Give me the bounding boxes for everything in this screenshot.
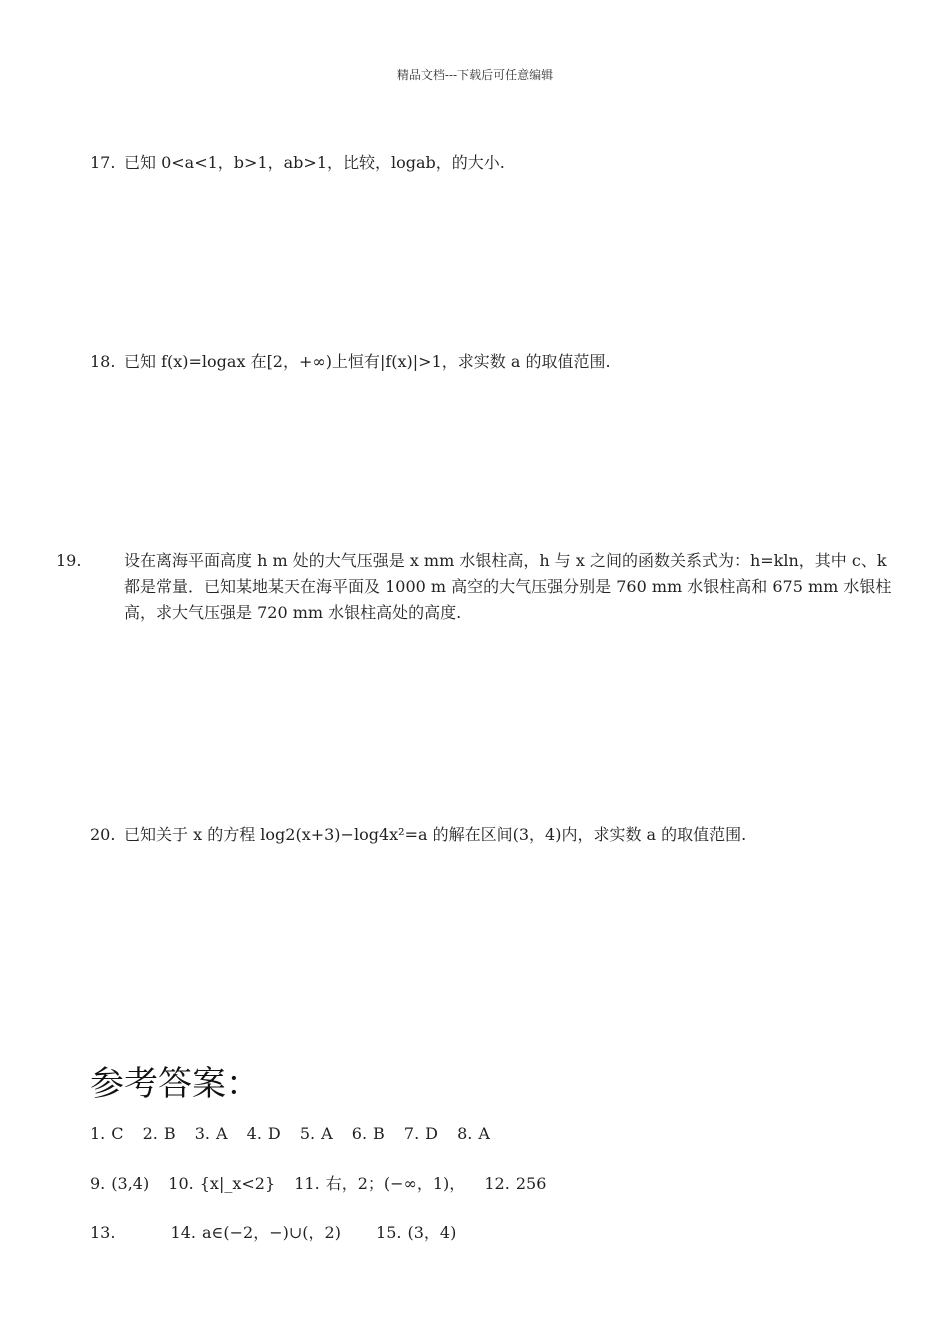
- answer-item: 14. a∈(−2，−)∪(，2): [170, 1223, 341, 1242]
- answer-item: 8. A: [457, 1124, 490, 1143]
- answers-line-1: [90, 1122, 504, 1146]
- problem-20: [90, 822, 870, 848]
- answer-item: 11. 右，2；(−∞，1)，: [294, 1174, 466, 1193]
- problem-text: 已知 f(x)=logax 在[2，+∞)上恒有|f(x)|>1，求实数 a 的取值范围.: [124, 352, 611, 371]
- answer-item: 15. (3，4): [376, 1223, 457, 1242]
- answers-line-3: [90, 1221, 470, 1245]
- answers-title: 参考答案：: [90, 1064, 260, 1104]
- problem-number: 19.: [56, 551, 82, 570]
- answer-item: 4. D: [246, 1124, 281, 1143]
- problem-text: 设在离海平面高度 h m 处的大气压强是 x mm 水银柱高，h 与 x 之间的函数关系式为：h=kln，其中 c、k 都是常量．已知某地某天在海平面及 1000 m 高空的大气压强分别是 760 mm 水银柱高和 675 mm 水银柱高，求大气压强是 720 mm 水银柱高处的高度.: [124, 551, 892, 622]
- answers-line-2: [90, 1172, 560, 1196]
- problem-19: [56, 548, 894, 626]
- answer-item: 5. A: [299, 1124, 333, 1143]
- answer-item: 2. B: [142, 1124, 176, 1143]
- answer-item: 1. C: [90, 1124, 124, 1143]
- answer-item: 9. (3,4): [90, 1174, 150, 1193]
- problem-number: 17.: [90, 153, 116, 172]
- problem-text: 已知 0<a<1，b>1，ab>1，比较，logab，的大小.: [124, 153, 505, 172]
- answer-item: 7. D: [403, 1124, 438, 1143]
- problem-18: [90, 349, 870, 375]
- problem-text: 已知关于 x 的方程 log2(x+3)−log4x²=a 的解在区间(3，4)内，求实数 a 的取值范围.: [124, 825, 747, 844]
- answer-item: 6. B: [351, 1124, 385, 1143]
- problem-17: [90, 150, 870, 176]
- problem-number: 20.: [90, 825, 116, 844]
- page-header: 精品文档---下载后可任意编辑: [396, 68, 554, 82]
- answer-item: 12. 256: [484, 1174, 547, 1193]
- answer-item: 10. {x|_x<2}: [168, 1174, 276, 1193]
- answer-item: 13.: [90, 1223, 116, 1242]
- problem-number: 18.: [90, 352, 116, 371]
- answer-item: 3. A: [194, 1124, 228, 1143]
